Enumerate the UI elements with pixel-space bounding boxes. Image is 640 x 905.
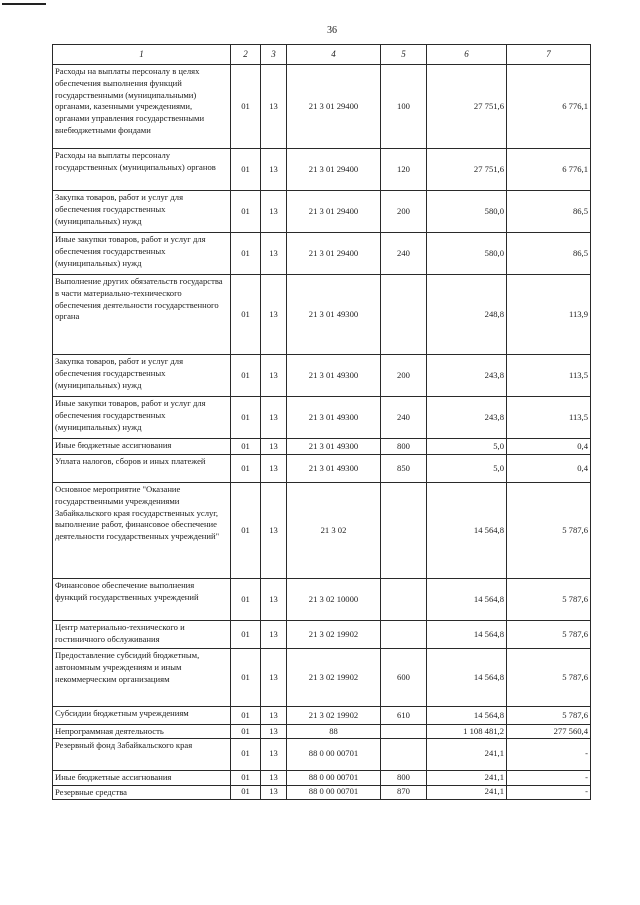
row-col3-cell: 13	[261, 455, 287, 483]
row-col2-cell: 01	[231, 275, 261, 355]
row-executed-cell: 6 776,1	[507, 149, 591, 191]
row-code-cell: 21 3 01 29400	[287, 191, 381, 233]
row-code-cell: 21 3 02	[287, 483, 381, 579]
row-col2-cell: 01	[231, 355, 261, 397]
row-code-cell: 88	[287, 725, 381, 739]
row-col2-cell: 01	[231, 191, 261, 233]
table-row	[53, 439, 591, 455]
table-row	[53, 770, 591, 785]
row-amount-cell: 241,1	[427, 785, 507, 799]
row-type-cell: 870	[381, 785, 427, 799]
row-amount-cell: 27 751,6	[427, 149, 507, 191]
row-code-cell: 21 3 01 29400	[287, 233, 381, 275]
row-type-cell: 600	[381, 649, 427, 707]
row-col2-cell: 01	[231, 579, 261, 621]
row-col3-cell: 13	[261, 707, 287, 725]
row-executed-cell: 0,4	[507, 439, 591, 455]
row-col3-cell: 13	[261, 579, 287, 621]
table-row	[53, 149, 591, 191]
row-executed-cell: 86,5	[507, 191, 591, 233]
row-col3-cell: 13	[261, 355, 287, 397]
header-row	[53, 45, 591, 65]
row-type-cell: 800	[381, 439, 427, 455]
row-amount-cell: 14 564,8	[427, 621, 507, 649]
row-name-cell: Иные закупки товаров, работ и услуг для обеспечения государственных (муниципальных) нужд	[53, 233, 231, 275]
row-executed-cell: -	[507, 770, 591, 785]
row-executed-cell: 5 787,6	[507, 649, 591, 707]
row-col3-cell: 13	[261, 483, 287, 579]
row-type-cell: 200	[381, 191, 427, 233]
row-col3-cell: 13	[261, 149, 287, 191]
row-executed-cell: -	[507, 738, 591, 770]
row-executed-cell: 0,4	[507, 455, 591, 483]
header-cell: 3	[261, 45, 287, 65]
row-type-cell: 800	[381, 770, 427, 785]
row-col2-cell: 01	[231, 455, 261, 483]
row-name-cell: Финансовое обеспечение выполнения функций государственных учреждений	[53, 579, 231, 621]
row-code-cell: 21 3 01 29400	[287, 149, 381, 191]
row-name-cell: Основное мероприятие "Оказание государственными учреждениями Забайкальского края государственных услуг, выполнение работ, финансовое обеспечение деятельности государственных учреждений"	[53, 483, 231, 579]
table-row	[53, 191, 591, 233]
row-executed-cell: 86,5	[507, 233, 591, 275]
table-row	[53, 621, 591, 649]
page-number: 36	[327, 25, 337, 36]
header-cell: 7	[507, 45, 591, 65]
row-code-cell: 21 3 02 10000	[287, 579, 381, 621]
row-col3-cell: 13	[261, 738, 287, 770]
row-code-cell: 21 3 01 49300	[287, 355, 381, 397]
row-amount-cell: 243,8	[427, 355, 507, 397]
row-col3-cell: 13	[261, 649, 287, 707]
row-type-cell: 240	[381, 233, 427, 275]
row-name-cell: Иные бюджетные ассигнования	[53, 439, 231, 455]
row-code-cell: 21 3 01 29400	[287, 65, 381, 149]
row-amount-cell: 5,0	[427, 455, 507, 483]
row-amount-cell: 27 751,6	[427, 65, 507, 149]
budget-table	[52, 44, 591, 800]
row-name-cell: Иные бюджетные ассигнования	[53, 770, 231, 785]
row-executed-cell: 6 776,1	[507, 65, 591, 149]
top-rule	[2, 3, 46, 5]
table-row	[53, 275, 591, 355]
row-col2-cell: 01	[231, 770, 261, 785]
table-row	[53, 707, 591, 725]
row-type-cell	[381, 738, 427, 770]
row-type-cell: 100	[381, 65, 427, 149]
row-amount-cell: 14 564,8	[427, 579, 507, 621]
row-col3-cell: 13	[261, 397, 287, 439]
row-name-cell: Закупка товаров, работ и услуг для обеспечения государственных (муниципальных) нужд	[53, 191, 231, 233]
row-col3-cell: 13	[261, 785, 287, 799]
row-col3-cell: 13	[261, 725, 287, 739]
row-executed-cell: 113,9	[507, 275, 591, 355]
row-amount-cell: 241,1	[427, 770, 507, 785]
row-name-cell: Резервные средства	[53, 785, 231, 799]
table-row	[53, 483, 591, 579]
row-col3-cell: 13	[261, 65, 287, 149]
row-type-cell	[381, 621, 427, 649]
header-cell: 2	[231, 45, 261, 65]
row-code-cell: 21 3 01 49300	[287, 275, 381, 355]
row-code-cell: 88 0 00 00701	[287, 785, 381, 799]
row-name-cell: Субсидии бюджетным учреждениям	[53, 707, 231, 725]
row-type-cell: 610	[381, 707, 427, 725]
row-name-cell: Иные закупки товаров, работ и услуг для обеспечения государственных (муниципальных) нужд	[53, 397, 231, 439]
row-amount-cell: 14 564,8	[427, 483, 507, 579]
row-col3-cell: 13	[261, 275, 287, 355]
row-col2-cell: 01	[231, 649, 261, 707]
row-code-cell: 21 3 02 19902	[287, 621, 381, 649]
table-row	[53, 738, 591, 770]
row-type-cell	[381, 579, 427, 621]
row-code-cell: 21 3 02 19902	[287, 707, 381, 725]
row-name-cell: Закупка товаров, работ и услуг для обеспечения государственных (муниципальных) нужд	[53, 355, 231, 397]
row-amount-cell: 248,8	[427, 275, 507, 355]
row-type-cell: 200	[381, 355, 427, 397]
row-col2-cell: 01	[231, 707, 261, 725]
row-col3-cell: 13	[261, 191, 287, 233]
row-name-cell: Непрограммная деятельность	[53, 725, 231, 739]
row-col2-cell: 01	[231, 149, 261, 191]
row-code-cell: 21 3 01 49300	[287, 397, 381, 439]
row-executed-cell: 5 787,6	[507, 483, 591, 579]
row-col2-cell: 01	[231, 725, 261, 739]
row-name-cell: Центр материально-технического и гостиничного обслуживания	[53, 621, 231, 649]
row-executed-cell: 5 787,6	[507, 621, 591, 649]
row-type-cell	[381, 275, 427, 355]
table-row	[53, 455, 591, 483]
row-amount-cell: 14 564,8	[427, 649, 507, 707]
row-col3-cell: 13	[261, 770, 287, 785]
row-name-cell: Уплата налогов, сборов и иных платежей	[53, 455, 231, 483]
row-col2-cell: 01	[231, 439, 261, 455]
row-type-cell: 240	[381, 397, 427, 439]
table-row	[53, 785, 591, 799]
table-row	[53, 649, 591, 707]
row-amount-cell: 1 108 481,2	[427, 725, 507, 739]
header-cell: 1	[53, 45, 231, 65]
row-executed-cell: 277 560,4	[507, 725, 591, 739]
row-type-cell: 120	[381, 149, 427, 191]
row-executed-cell: 5 787,6	[507, 707, 591, 725]
row-name-cell: Расходы на выплаты персоналу государственных (муниципальных) органов	[53, 149, 231, 191]
row-amount-cell: 14 564,8	[427, 707, 507, 725]
row-col2-cell: 01	[231, 397, 261, 439]
row-amount-cell: 5,0	[427, 439, 507, 455]
row-col2-cell: 01	[231, 738, 261, 770]
row-executed-cell: 113,5	[507, 355, 591, 397]
table-row	[53, 65, 591, 149]
row-amount-cell: 580,0	[427, 191, 507, 233]
table-row	[53, 233, 591, 275]
row-executed-cell: -	[507, 785, 591, 799]
row-code-cell: 21 3 01 49300	[287, 439, 381, 455]
row-name-cell: Выполнение других обязательств государства в части материально-технического обеспечения деятельности государственного органа	[53, 275, 231, 355]
row-executed-cell: 113,5	[507, 397, 591, 439]
table-row	[53, 355, 591, 397]
row-col2-cell: 01	[231, 785, 261, 799]
row-executed-cell: 5 787,6	[507, 579, 591, 621]
table-row	[53, 725, 591, 739]
row-amount-cell: 243,8	[427, 397, 507, 439]
row-code-cell: 21 3 01 49300	[287, 455, 381, 483]
header-cell: 5	[381, 45, 427, 65]
row-code-cell: 88 0 00 00701	[287, 770, 381, 785]
row-type-cell	[381, 725, 427, 739]
table-row	[53, 579, 591, 621]
row-col2-cell: 01	[231, 65, 261, 149]
row-code-cell: 88 0 00 00701	[287, 738, 381, 770]
row-amount-cell: 580,0	[427, 233, 507, 275]
header-cell: 6	[427, 45, 507, 65]
row-name-cell: Резервный фонд Забайкальского края	[53, 738, 231, 770]
row-name-cell: Расходы на выплаты персоналу в целях обеспечения выполнения функций государственными (муниципальными) органами, казенными учреждениями, органами управления государственными внебюджетными фондами	[53, 65, 231, 149]
row-col3-cell: 13	[261, 233, 287, 275]
row-col3-cell: 13	[261, 621, 287, 649]
row-amount-cell: 241,1	[427, 738, 507, 770]
row-type-cell	[381, 483, 427, 579]
row-name-cell: Предоставление субсидий бюджетным, автономным учреждениям и иным некоммерческим организациям	[53, 649, 231, 707]
row-col2-cell: 01	[231, 483, 261, 579]
header-cell: 4	[287, 45, 381, 65]
row-col2-cell: 01	[231, 233, 261, 275]
row-col3-cell: 13	[261, 439, 287, 455]
row-col2-cell: 01	[231, 621, 261, 649]
row-code-cell: 21 3 02 19902	[287, 649, 381, 707]
row-type-cell: 850	[381, 455, 427, 483]
table-row	[53, 397, 591, 439]
